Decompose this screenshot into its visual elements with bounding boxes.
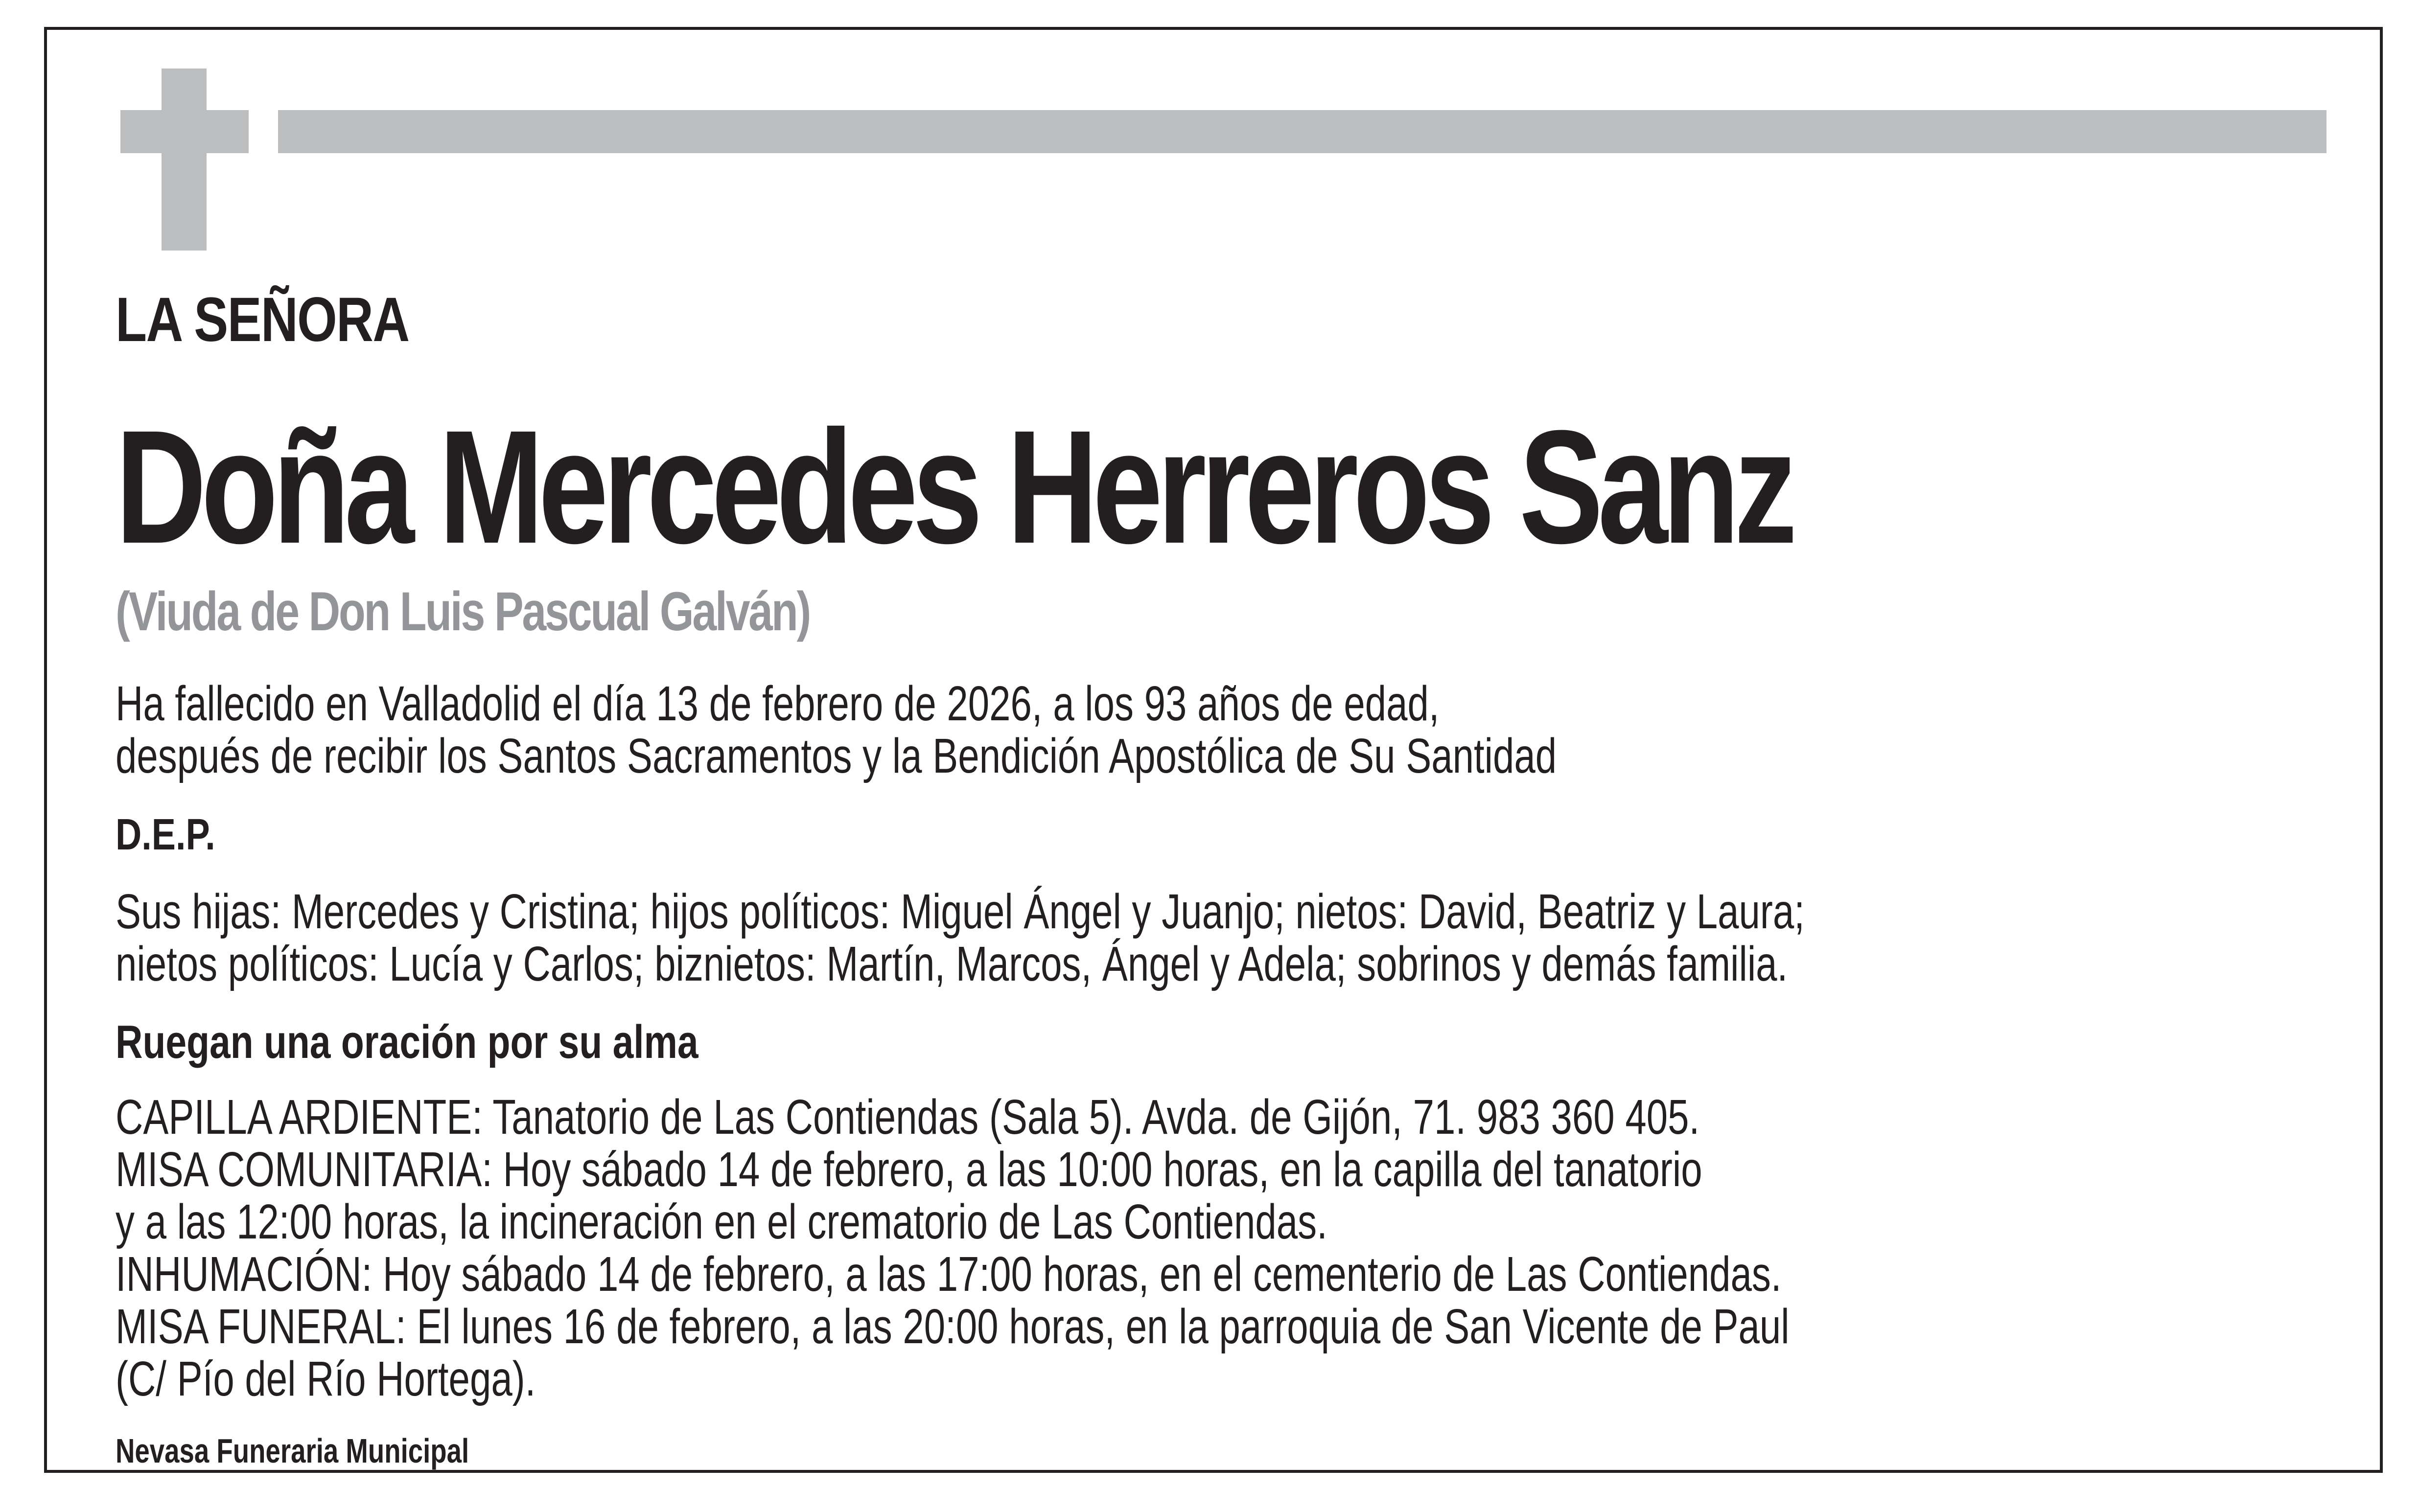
funeral-home-signature: Nevasa Funeraria Municipal <box>116 1432 469 1470</box>
heading: LA SEÑORA <box>116 285 409 355</box>
rip: D.E.P. <box>116 810 215 859</box>
deceased-name: Doña Mercedes Herreros Sanz <box>116 396 1792 577</box>
widow-of: (Viuda de Don Luis Pascual Galván) <box>116 581 810 642</box>
prayer-request: Ruegan una oración por su alma <box>116 1016 698 1068</box>
death-paragraph: Ha fallecido en Valladolid el día 13 de febrero de 2026, a los 93 años de edad, después de recibir los Santos Sacramentos y la Bendición Apostólica de Su Santidad <box>116 676 1557 783</box>
services-paragraph: CAPILLA ARDIENTE: Tanatorio de Las Contiendas (Sala 5). Avda. de Gijón, 71. 983 360 405. MISA COMUNITARIA: Hoy sábado 14 de febrero, a las 10:00 horas, en la capilla del tanatorio y a las 12:00 horas, la incineración en el crematorio de Las Contiendas. INHUMACIÓN: Hoy sábado 14 de febrero, a las 17:00 horas, en el cementerio de Las Contiendas. MISA FUNERAL: El lunes 16 de febrero, a las 20:00 horas, en la parroquia de San Vicente de Paul (C/ Pío del Río Hortega). <box>116 1090 1790 1406</box>
header-rule <box>278 110 2327 153</box>
family-paragraph: Sus hijas: Mercedes y Cristina; hijos políticos: Miguel Ángel y Juanjo; nietos: David, Beatriz y Laura; nietos políticos: Lucía y Carlos; biznietos: Martín, Marcos, Ángel y Adela; sobrinos y demás familia. <box>116 884 1805 991</box>
cross-icon <box>162 69 207 251</box>
cross-icon-arm <box>120 110 249 153</box>
